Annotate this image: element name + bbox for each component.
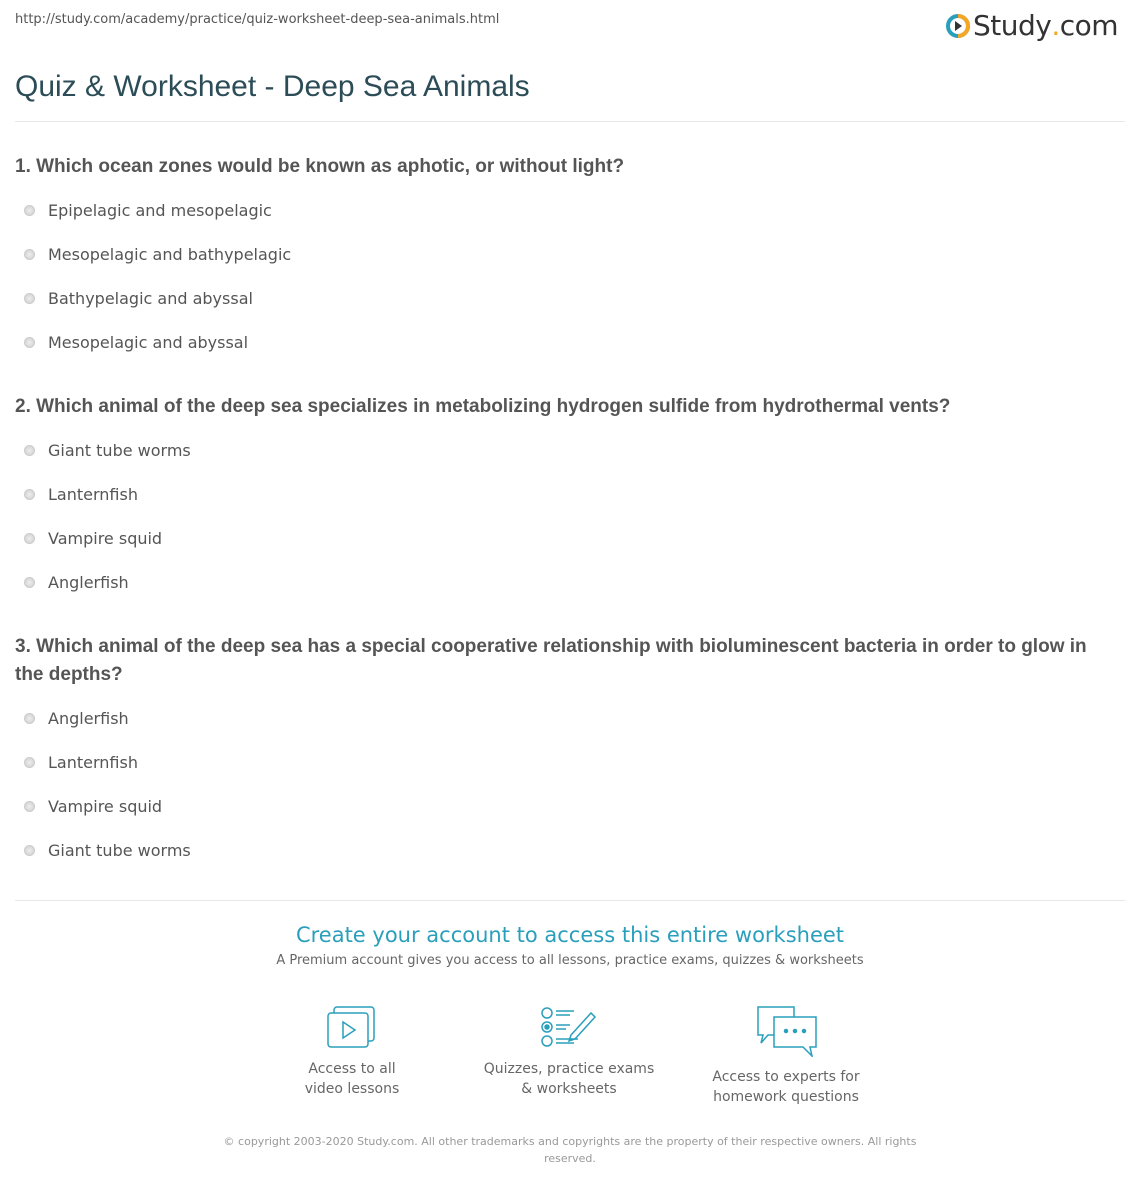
logo-text: Study (973, 9, 1052, 42)
answer-option[interactable] (15, 472, 1115, 516)
radio-icon[interactable] (24, 445, 35, 456)
quiz-icon (541, 1005, 597, 1049)
answer-option[interactable] (15, 232, 1115, 276)
option-label: Vampire squid (48, 528, 163, 548)
answer-option[interactable] (15, 696, 1115, 740)
option-label: Lanternfish (48, 752, 138, 772)
radio-icon[interactable] (24, 845, 35, 856)
radio-icon[interactable] (24, 337, 35, 348)
option-label: Lanternfish (48, 484, 138, 504)
answer-option[interactable] (15, 516, 1115, 560)
radio-icon[interactable] (24, 713, 35, 724)
study-logo[interactable] (945, 9, 1118, 42)
answer-option[interactable] (15, 784, 1115, 828)
question-text: 1. Which ocean zones would be known as aphotic, or without light? (15, 156, 625, 177)
feature-video-lessons (242, 1005, 462, 1099)
feature-label: Access to experts for (712, 1069, 860, 1085)
option-label: Giant tube worms (48, 840, 191, 860)
feature-label: video lessons (304, 1081, 400, 1097)
answer-option[interactable] (15, 560, 1115, 604)
feature-label: homework questions (713, 1089, 859, 1105)
logo-dot: . (1051, 9, 1060, 42)
signup-cta (0, 923, 1140, 968)
feature-label: Quizzes, practice exams (483, 1061, 655, 1077)
answer-option[interactable] (15, 740, 1115, 784)
play-logo-icon (945, 13, 971, 39)
radio-icon[interactable] (24, 293, 35, 304)
feature-label: & worksheets (521, 1081, 617, 1097)
question-2 (15, 393, 1115, 604)
feature-experts (676, 1005, 896, 1107)
copyright: © copyright 2003-2020 Study.com. All other trademarks and copyrights are the property of their respective owners. All rights reserved. (223, 1135, 917, 1165)
question-text: 3. Which animal of the deep sea has a special cooperative relationship with bioluminescent bacteria in order to glow in the depths? (15, 636, 1087, 685)
feature-label: Access to all (308, 1061, 396, 1077)
radio-icon[interactable] (24, 757, 35, 768)
option-label: Vampire squid (48, 796, 163, 816)
page-url: http://study.com/academy/practice/quiz-worksheet-deep-sea-animals.html (15, 12, 500, 27)
cta-subtext: A Premium account gives you access to all lessons, practice exams, quizzes & worksheets (276, 953, 864, 968)
answer-option[interactable] (15, 320, 1115, 364)
radio-icon[interactable] (24, 249, 35, 260)
option-label: Anglerfish (48, 708, 129, 728)
option-label: Mesopelagic and abyssal (48, 332, 249, 352)
radio-icon[interactable] (24, 205, 35, 216)
option-label: Bathypelagic and abyssal (48, 288, 253, 308)
question-3 (15, 633, 1115, 872)
divider (15, 900, 1125, 901)
answer-option[interactable] (15, 188, 1115, 232)
answer-option[interactable] (15, 428, 1115, 472)
feature-quizzes (459, 1005, 679, 1099)
video-icon (326, 1005, 378, 1049)
logo-suffix: com (1059, 9, 1119, 42)
radio-icon[interactable] (24, 489, 35, 500)
page-title: Quiz & Worksheet - Deep Sea Animals (15, 70, 530, 103)
radio-icon[interactable] (24, 577, 35, 588)
question-1 (15, 153, 1115, 364)
question-text: 2. Which animal of the deep sea specializes in metabolizing hydrogen sulfide from hydrothermal vents? (15, 396, 951, 417)
chat-icon (754, 1005, 818, 1057)
radio-icon[interactable] (24, 533, 35, 544)
option-label: Epipelagic and mesopelagic (48, 200, 272, 220)
answer-option[interactable] (15, 276, 1115, 320)
option-label: Anglerfish (48, 572, 129, 592)
option-label: Giant tube worms (48, 440, 191, 460)
radio-icon[interactable] (24, 801, 35, 812)
cta-heading[interactable]: Create your account to access this entire worksheet (295, 923, 845, 947)
answer-option[interactable] (15, 828, 1115, 872)
divider (15, 121, 1125, 122)
option-label: Mesopelagic and bathypelagic (48, 244, 292, 264)
